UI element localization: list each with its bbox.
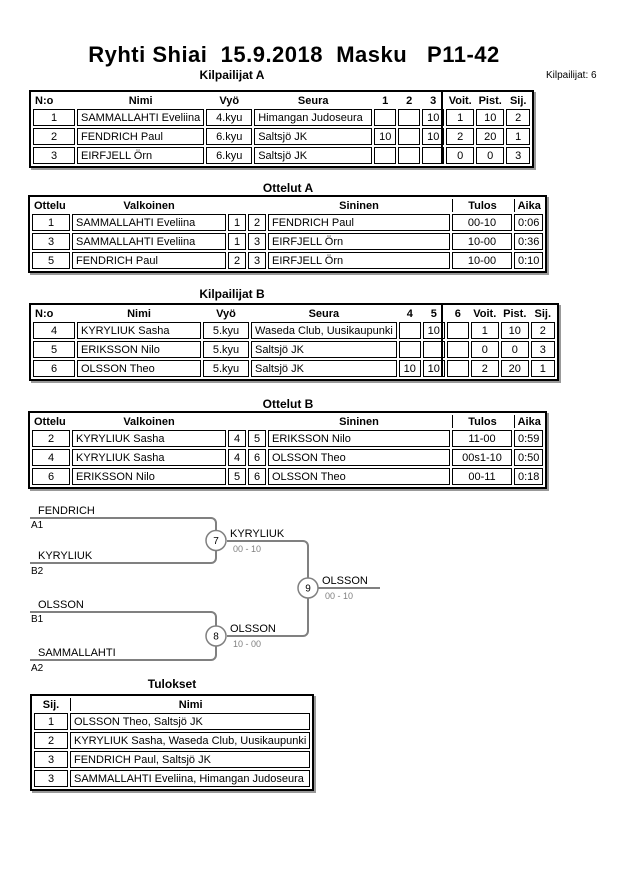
- bracket-seed-label: A2: [31, 663, 44, 674]
- cell-score: 10: [374, 128, 396, 145]
- cell-name: FENDRICH Paul: [77, 128, 204, 145]
- column-header: Nimi: [127, 307, 151, 320]
- cell-club: Saltsjö JK: [254, 147, 372, 164]
- cell-place: 1: [34, 713, 68, 730]
- cell-club: Saltsjö JK: [251, 360, 397, 377]
- cell-points: 10: [501, 322, 529, 339]
- cell-belt: 5.kyu: [203, 341, 249, 358]
- bracket-winner-name: OLSSON: [230, 623, 276, 635]
- ottelut-a-table: [28, 195, 547, 273]
- bracket-seed-label: B1: [31, 614, 44, 625]
- cell-club: Waseda Club, Uusikaupunki: [251, 322, 397, 339]
- column-header: 5: [430, 307, 437, 320]
- cell-name: FENDRICH Paul, Saltsjö JK: [70, 751, 310, 768]
- column-header: Ottelu: [34, 199, 66, 212]
- cell-time: 0:36: [514, 233, 543, 250]
- cell-place: 3: [506, 147, 530, 164]
- column-header: Pist.: [478, 94, 502, 107]
- column-header: Tulos: [452, 199, 512, 212]
- cell-place: 2: [34, 732, 68, 749]
- cell-score: 10: [399, 360, 421, 377]
- cell-score: [398, 109, 420, 126]
- cell-white-number: 5: [228, 468, 246, 485]
- table-row: [33, 360, 555, 377]
- cell-belt: 4.kyu: [206, 109, 252, 126]
- bracket-final-connector: [227, 541, 308, 636]
- cell-match-number: 2: [32, 430, 70, 447]
- cell-number: 2: [33, 128, 75, 145]
- table-row: [33, 128, 530, 145]
- column-header: Seura: [297, 94, 329, 107]
- table-row: [32, 214, 543, 231]
- table-row: [33, 341, 555, 358]
- cell-result: 10-00: [452, 252, 512, 269]
- column-header: Valkoinen: [123, 199, 175, 212]
- cell-time: 0:10: [514, 252, 543, 269]
- table-row: [33, 109, 530, 126]
- cell-white-player: KYRYLIUK Sasha: [72, 430, 226, 447]
- cell-score: 10: [423, 360, 445, 377]
- cell-score: 10: [423, 322, 445, 339]
- header-row: [34, 698, 310, 711]
- header-row: [33, 94, 530, 107]
- table-row: [33, 147, 530, 164]
- cell-score: [399, 322, 421, 339]
- cell-score: [399, 341, 421, 358]
- cell-wins: 1: [446, 109, 474, 126]
- column-header: N:o: [35, 94, 54, 107]
- cell-belt: 6.kyu: [206, 128, 252, 145]
- cell-name: KYRYLIUK Sasha, Waseda Club, Uusikaupunki: [70, 732, 310, 749]
- kilpailijat-a-table: [29, 90, 534, 168]
- cell-white-number: 4: [228, 449, 246, 466]
- cell-score: 10: [422, 128, 444, 145]
- bracket-winner-name: OLSSON: [322, 575, 368, 587]
- column-header: 4: [406, 307, 413, 320]
- table-row: [34, 713, 310, 730]
- cell-blue-player: OLSSON Theo: [268, 449, 450, 466]
- bracket-score: 00 - 10: [233, 544, 262, 554]
- bracket-score: 10 - 00: [233, 639, 262, 649]
- table-row: [32, 449, 543, 466]
- cell-wins: 0: [446, 147, 474, 164]
- column-header: Seura: [308, 307, 340, 320]
- column-header: Sininen: [339, 415, 379, 428]
- cell-match-number: 5: [32, 252, 70, 269]
- header-row: [32, 415, 543, 428]
- section-heading-tulokset: Tulokset: [147, 677, 197, 691]
- cell-name: KYRYLIUK Sasha: [77, 322, 201, 339]
- table-row: [32, 252, 543, 269]
- cell-name: EIRFJELL Örn: [77, 147, 204, 164]
- cell-score: [447, 322, 469, 339]
- cell-name: ERIKSSON Nilo: [77, 341, 201, 358]
- bracket-player-name: KYRYLIUK: [38, 550, 93, 562]
- cell-blue-player: EIRFJELL Örn: [268, 252, 450, 269]
- cell-club: Saltsjö JK: [251, 341, 397, 358]
- cell-score: [447, 360, 469, 377]
- cell-score: [447, 341, 469, 358]
- bracket-seed-label: A1: [31, 520, 44, 531]
- cell-points: 10: [476, 109, 504, 126]
- column-header: [228, 415, 246, 428]
- cell-place: 3: [531, 341, 555, 358]
- section-heading-ottelut-b: Ottelut B: [262, 397, 314, 411]
- cell-time: 0:59: [514, 430, 543, 447]
- column-header: [248, 415, 266, 428]
- cell-number: 5: [33, 341, 75, 358]
- column-header: Voit.: [448, 94, 472, 107]
- cell-place: 1: [506, 128, 530, 145]
- match-8-number: 8: [213, 631, 219, 643]
- cell-match-number: 3: [32, 233, 70, 250]
- cell-blue-number: 6: [248, 449, 266, 466]
- column-header: Nimi: [70, 698, 310, 711]
- cell-points: 0: [476, 147, 504, 164]
- cell-name: OLSSON Theo, Saltsjö JK: [70, 713, 310, 730]
- ottelut-b-table: [28, 411, 547, 489]
- cell-number: 3: [33, 147, 75, 164]
- cell-blue-player: ERIKSSON Nilo: [268, 430, 450, 447]
- table-row: [32, 430, 543, 447]
- cell-belt: 5.kyu: [203, 360, 249, 377]
- cell-number: 4: [33, 322, 75, 339]
- cell-wins: 0: [471, 341, 499, 358]
- section-heading-kilpailijat-b: Kilpailijat B: [199, 287, 265, 301]
- cell-white-player: FENDRICH Paul: [72, 252, 226, 269]
- cell-time: 0:06: [514, 214, 543, 231]
- group-separator-line: [441, 305, 443, 376]
- column-header: 6: [454, 307, 461, 320]
- column-header: Ottelu: [34, 415, 66, 428]
- cell-blue-player: FENDRICH Paul: [268, 214, 450, 231]
- cell-place: 2: [506, 109, 530, 126]
- cell-white-player: SAMMALLAHTI Eveliina: [72, 233, 226, 250]
- column-header: Aika: [514, 199, 543, 212]
- cell-place: 1: [531, 360, 555, 377]
- cell-white-player: KYRYLIUK Sasha: [72, 449, 226, 466]
- cell-blue-number: 3: [248, 252, 266, 269]
- match-7-number: 7: [213, 536, 219, 547]
- column-header: Sininen: [339, 199, 379, 212]
- cell-time: 0:18: [514, 468, 543, 485]
- cell-result: 00-10: [452, 214, 512, 231]
- cell-score: [398, 147, 420, 164]
- column-header: Voit.: [473, 307, 497, 320]
- cell-blue-number: 2: [248, 214, 266, 231]
- cell-blue-number: 3: [248, 233, 266, 250]
- column-header: 2: [406, 94, 413, 107]
- bracket-winner-name: KYRYLIUK: [230, 528, 285, 540]
- cell-white-player: ERIKSSON Nilo: [72, 468, 226, 485]
- section-heading-ottelut-a: Ottelut A: [262, 181, 314, 195]
- cell-wins: 2: [471, 360, 499, 377]
- elimination-bracket: [25, 497, 395, 677]
- column-header: Sij.: [42, 698, 60, 711]
- tulokset-table: [30, 694, 314, 791]
- cell-name: SAMMALLAHTI Eveliina, Himangan Judoseura: [70, 770, 310, 787]
- cell-place: 2: [531, 322, 555, 339]
- section-heading-kilpailijat-a: Kilpailijat A: [199, 68, 265, 82]
- cell-white-number: 4: [228, 430, 246, 447]
- cell-number: 1: [33, 109, 75, 126]
- column-header: 1: [382, 94, 389, 107]
- cell-wins: 1: [471, 322, 499, 339]
- cell-result: 00s1-10: [452, 449, 512, 466]
- column-header: Vyö: [216, 307, 236, 320]
- bracket-player-name: FENDRICH: [38, 505, 95, 517]
- cell-belt: 5.kyu: [203, 322, 249, 339]
- cell-score: 10: [422, 109, 444, 126]
- table-row: [34, 770, 310, 787]
- group-separator-line: [441, 92, 443, 163]
- header-row: [33, 307, 555, 320]
- column-header: [228, 199, 246, 212]
- column-header: Nimi: [128, 94, 153, 107]
- cell-white-number: 1: [228, 233, 246, 250]
- kilpailijat-b-table: [29, 303, 559, 381]
- column-header: Sij.: [534, 307, 552, 320]
- cell-match-number: 1: [32, 214, 70, 231]
- column-header: N:o: [35, 307, 54, 320]
- page-title: Ryhti Shiai 15.9.2018 Masku P11-42: [88, 42, 500, 67]
- cell-club: Himangan Judoseura: [254, 109, 372, 126]
- column-header: Aika: [514, 415, 543, 428]
- cell-points: 0: [501, 341, 529, 358]
- table-row: [34, 751, 310, 768]
- column-header: 3: [430, 94, 437, 107]
- cell-white-player: SAMMALLAHTI Eveliina: [72, 214, 226, 231]
- cell-result: 10-00: [452, 233, 512, 250]
- cell-belt: 6.kyu: [206, 147, 252, 164]
- cell-blue-number: 6: [248, 468, 266, 485]
- bracket-score: 00 - 10: [325, 591, 354, 601]
- bracket-seed-label: B2: [31, 566, 44, 577]
- cell-blue-player: OLSSON Theo: [268, 468, 450, 485]
- cell-blue-player: EIRFJELL Örn: [268, 233, 450, 250]
- column-header: Pist.: [503, 307, 527, 320]
- bracket-player-name: OLSSON: [38, 599, 84, 611]
- cell-points: 20: [501, 360, 529, 377]
- cell-white-number: 1: [228, 214, 246, 231]
- cell-name: SAMMALLAHTI Eveliina: [77, 109, 204, 126]
- cell-match-number: 6: [32, 468, 70, 485]
- cell-place: 3: [34, 770, 68, 787]
- column-header: Valkoinen: [123, 415, 175, 428]
- cell-result: 11-00: [452, 430, 512, 447]
- table-row: [32, 468, 543, 485]
- cell-club: Saltsjö JK: [254, 128, 372, 145]
- table-row: [32, 233, 543, 250]
- header-row: [32, 199, 543, 212]
- table-row: [33, 322, 555, 339]
- cell-name: OLSSON Theo: [77, 360, 201, 377]
- column-header: Sij.: [509, 94, 527, 107]
- cell-result: 00-11: [452, 468, 512, 485]
- column-header: Vyö: [219, 94, 240, 107]
- cell-match-number: 4: [32, 449, 70, 466]
- table-row: [34, 732, 310, 749]
- cell-score: [374, 109, 396, 126]
- column-header: [248, 199, 266, 212]
- bracket-player-name: SAMMALLAHTI: [38, 647, 116, 659]
- cell-wins: 2: [446, 128, 474, 145]
- cell-points: 20: [476, 128, 504, 145]
- cell-score: [374, 147, 396, 164]
- cell-time: 0:50: [514, 449, 543, 466]
- cell-white-number: 2: [228, 252, 246, 269]
- column-header: Tulos: [452, 415, 512, 428]
- competitors-count-label: Kilpailijat: 6: [546, 70, 597, 81]
- cell-place: 3: [34, 751, 68, 768]
- cell-number: 6: [33, 360, 75, 377]
- cell-blue-number: 5: [248, 430, 266, 447]
- cell-score: [398, 128, 420, 145]
- match-9-number: 9: [305, 583, 311, 595]
